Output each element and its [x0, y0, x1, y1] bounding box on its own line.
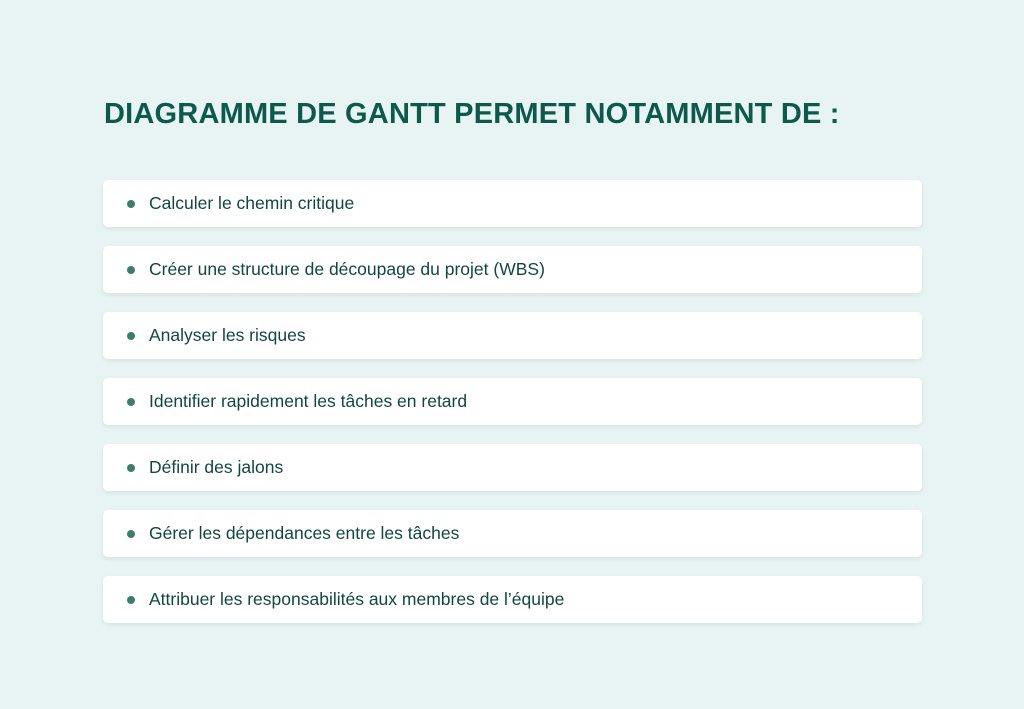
- list-item-label: Définir des jalons: [149, 457, 284, 477]
- list-item: [103, 180, 922, 227]
- list-item: [103, 378, 922, 425]
- list-item: [103, 246, 922, 293]
- list-item: [103, 312, 922, 359]
- list-item-label: Gérer les dépendances entre les tâches: [149, 523, 460, 543]
- bullet-icon: [127, 266, 135, 274]
- bullet-icon: [127, 200, 135, 208]
- list-item-label: Calculer le chemin critique: [149, 193, 355, 213]
- bullet-icon: [127, 530, 135, 538]
- bullet-icon: [127, 464, 135, 472]
- bullet-icon: [127, 332, 135, 340]
- list-item-label: Analyser les risques: [149, 325, 306, 345]
- list-item: [103, 576, 922, 623]
- page-title: DIAGRAMME DE GANTT PERMET NOTAMMENT DE :: [104, 98, 840, 130]
- list-item: [103, 510, 922, 557]
- list-item-label: Créer une structure de découpage du projet (WBS): [149, 259, 545, 279]
- list-item: [103, 444, 922, 491]
- bullet-icon: [127, 398, 135, 406]
- list-item-label: Identifier rapidement les tâches en retard: [149, 391, 468, 411]
- feature-list: [103, 180, 922, 642]
- bullet-icon: [127, 596, 135, 604]
- list-item-label: Attribuer les responsabilités aux membres de l’équipe: [149, 589, 565, 609]
